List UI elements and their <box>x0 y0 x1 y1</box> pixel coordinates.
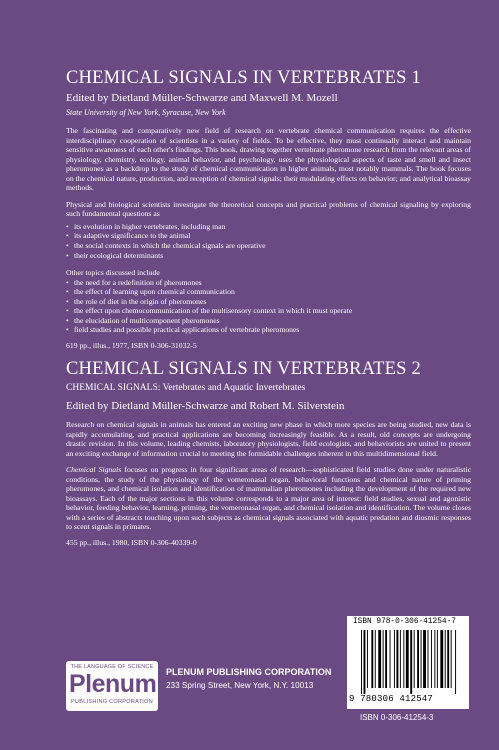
book1-topics-list <box>66 278 471 335</box>
book1-editors: Edited by Dietland Müller-Schwarze and Maxwell M. Mozell <box>66 92 338 104</box>
list-item: • field studies and possible practical applications of vertebrate pheromones <box>66 325 471 335</box>
barcode-bar <box>396 630 398 688</box>
publisher-address: 233 Spring Street, New York, N.Y. 10013 <box>166 681 314 690</box>
barcode-bar <box>414 630 415 688</box>
barcode-bar <box>378 630 381 688</box>
logo-subtitle: PUBLISHING CORPORATION <box>71 699 153 705</box>
barcode-bar <box>434 630 435 688</box>
book2-title: CHEMICAL SIGNALS IN VERTEBRATES 2 <box>66 359 421 379</box>
book2-para1: Research on chemical signals in animals has entered an exciting new phase in which more species are being studied, new data is rapidly accumulating, and practical applications are becoming increasingly feasible. As a result, old concepts are undergoing drastic revision. In this volume, leading chemists, laboratory physiologists, field ecologists, and behaviorists are united to present an exciting exchange of information crucial to meeting the formidable challenges inherent in this multidimensional field. <box>66 420 471 458</box>
book2-section <box>66 359 471 548</box>
barcode-bar <box>367 630 368 688</box>
barcode-bars <box>361 630 461 694</box>
barcode-digits: 9 780306 412547 <box>349 694 434 704</box>
barcode-bar <box>375 630 376 688</box>
barcode-bar <box>428 630 429 688</box>
barcode-bar <box>431 630 432 688</box>
barcode-bar <box>421 630 422 688</box>
list-item: • its evolution in higher vertebrates, including man <box>66 222 471 232</box>
barcode-bar <box>440 630 443 688</box>
barcode-bar <box>451 630 452 688</box>
book1-questions-list <box>66 222 471 260</box>
book2-subtitle: CHEMICAL SIGNALS: Vertebrates and Aquatic Invertebrates <box>66 383 306 393</box>
book1-pubinfo: 619 pp., illus., 1977, ISBN 0-306-31032-5 <box>66 340 197 350</box>
plenum-logo <box>66 661 158 711</box>
book2-editors: Edited by Dietland Müller-Schwarze and Robert M. Silverstein <box>66 400 345 412</box>
book1-para2: Physical and biological scientists investigate the theoretical concepts and practical problems of chemical signaling by exploring such fundamental questions as <box>66 199 471 219</box>
barcode-bar <box>455 630 456 694</box>
barcode-bar <box>403 630 404 688</box>
barcode-bar <box>385 630 387 688</box>
list-item: • the social contexts in which the chemical signals are operative <box>66 241 471 251</box>
publisher-name: PLENUM PUBLISHING CORPORATION <box>166 667 332 677</box>
book1-para1: The fascinating and comparatively new field of research on vertebrate chemical communication requires the effective interdisciplinary cooperation of scientists in a variety of fields. To be effective, they must continually interact and maintain sensitive awareness of each other's findings. This book, drawing together vertebrate pheromone research from the relevant areas of physiology, chemistry, ecology, animal behavior, and psychology, uses the physiological aspects of taste and smell and insect pheromones as a backdrop to the study of chemical communication in higher animals, most notably mammals. The book focuses on the chemical nature, production, and reception of chemical signals; their modulating effects on behavior; and analytical bioassay methods. <box>66 126 471 193</box>
barcode-bar <box>447 630 449 688</box>
barcode-bar <box>437 630 438 688</box>
list-item: • the elucidation of multicomponent pheromones <box>66 316 471 326</box>
barcode-bar <box>364 630 366 694</box>
barcode-bar <box>406 630 409 688</box>
book1-title: CHEMICAL SIGNALS IN VERTEBRATES 1 <box>66 68 421 88</box>
barcode-bar <box>410 630 412 694</box>
book1-affiliation: State University of New York, Syracuse, New York <box>66 108 226 117</box>
list-item: • the role of diet in the origin of pheromones <box>66 297 471 307</box>
barcode-bar <box>394 630 395 688</box>
book2-pubinfo: 455 pp., illus., 1980, ISBN 0-306-40339-0 <box>66 538 197 548</box>
list-item: • the need for a redefinition of pheromones <box>66 278 471 288</box>
barcode-bar <box>417 630 419 688</box>
barcode-bar <box>371 630 373 688</box>
book2-para2 <box>66 465 471 532</box>
barcode-bar <box>390 630 391 688</box>
barcode-bar <box>383 630 384 688</box>
logo-name: Plenum <box>69 670 157 698</box>
list-item: • the effect of learning upon chemical communication <box>66 287 471 297</box>
barcode-bar <box>423 630 426 688</box>
book2-para2-text: focuses on progress in four significant areas of research—sophisticated field studies done under naturalistic conditions, the study of the physiology of the vomeronasal organ, behavioral functions and chemical nature of priming pheromones, and chemical isolation and identification of mammalian pheromones including the development of the required new bioassays. Each of the major sections in this volume corresponds to a major area of interest: field studies, sexual and agonistic behavior, feeding behavior, learning, priming, the vomeronasal organ, and chemical isolation and identification. The volume closes with a series of abstracts touching upon such subjects as chemical signals associated with aquatic predation and diosmic responses to scent signals in primates. <box>66 465 471 532</box>
book2-para2-italic: Chemical Signals <box>66 465 122 475</box>
barcode <box>347 616 469 709</box>
list-item: • its adaptive significance to the animal <box>66 231 471 241</box>
book1-other-topics-heading: Other topics discussed include <box>66 268 160 278</box>
list-item: • the effect upon chemocommunication of the multisensory context in which it must operate <box>66 306 471 316</box>
barcode-bar <box>400 630 401 688</box>
logo-tagline: THE LANGUAGE OF SCIENCE <box>70 664 154 670</box>
list-item: • their ecological determinants <box>66 251 471 261</box>
isbn10-label: ISBN 0-306-41254-3 <box>360 713 434 722</box>
book1-section <box>66 68 471 351</box>
barcode-bar <box>361 630 362 694</box>
barcode-bar <box>445 630 446 688</box>
isbn13-label: ISBN 978-0-306-41254-7 <box>353 618 456 626</box>
